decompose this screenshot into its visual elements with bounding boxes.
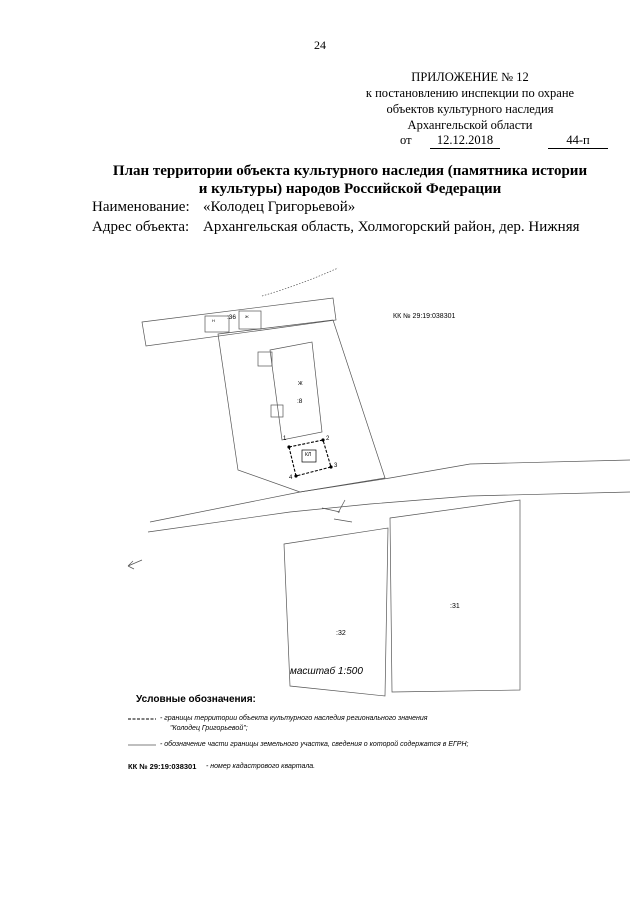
cadastral-quarter-label: КК № 29:19:038301 bbox=[393, 313, 456, 320]
point-4-label: 4 bbox=[289, 475, 293, 481]
point-3-label: 3 bbox=[334, 463, 338, 469]
appendix-from-label: от bbox=[400, 133, 412, 147]
annex-left-1 bbox=[258, 352, 272, 366]
road-lower-edge bbox=[148, 492, 630, 532]
point-3-marker bbox=[329, 465, 332, 468]
appendix-title: ПРИЛОЖЕНИЕ № 12 bbox=[411, 70, 529, 84]
parcel-8-label: :8 bbox=[297, 398, 303, 405]
building-small-1 bbox=[205, 316, 229, 332]
building-small-2 bbox=[239, 311, 261, 329]
point-4-marker bbox=[294, 474, 297, 477]
road-upper-edge bbox=[150, 460, 630, 522]
dotted-arc bbox=[262, 268, 338, 296]
document-title-line-1: План территории объекта культурного наследия (памятника истории bbox=[112, 163, 588, 179]
point-1-label: 1 bbox=[283, 436, 287, 442]
small-building-label-2: Ж bbox=[245, 314, 249, 319]
legend-title: Условные обозначения: bbox=[136, 694, 256, 705]
arrow-left bbox=[128, 560, 142, 569]
parcel-36-label: :36 bbox=[227, 314, 237, 321]
appendix-number: 44-п bbox=[548, 133, 608, 149]
page-number: 24 bbox=[314, 38, 326, 52]
legend-item-3-text: - номер кадастрового квартала. bbox=[206, 763, 316, 770]
parcel-8-boundary bbox=[218, 320, 385, 492]
appendix-line-3: Архангельской области bbox=[407, 118, 533, 132]
legend-item-1-text-2: "Колодец Григорьевой"; bbox=[170, 725, 248, 732]
object-name-label: Наименование: bbox=[92, 199, 190, 215]
small-building-label-1: Н bbox=[212, 318, 215, 323]
parcel-31-label: :31 bbox=[450, 603, 460, 610]
annex-left-2 bbox=[271, 405, 283, 417]
scale-label: масштаб 1:500 bbox=[290, 666, 363, 677]
object-address-value: Архангельская область, Холмогорский район, дер. Нижняя bbox=[203, 219, 580, 235]
well-label: КЛ bbox=[305, 452, 312, 458]
parcel-31-boundary bbox=[390, 500, 520, 692]
parcel-32-label: :32 bbox=[336, 630, 346, 637]
legend-item-1-text: - границы территории объекта культурного наследия регионального значения bbox=[160, 715, 428, 722]
appendix-date: 12.12.2018 bbox=[430, 133, 500, 149]
point-2-label: 2 bbox=[326, 436, 330, 442]
legend-item-3-code: КК № 29:19:038301 bbox=[128, 762, 197, 771]
point-2-marker bbox=[321, 438, 324, 441]
appendix-line-2: объектов культурного наследия bbox=[386, 102, 554, 116]
heritage-territory-boundary bbox=[289, 440, 331, 476]
object-name-value: «Колодец Григорьевой» bbox=[203, 199, 356, 215]
road-arrow-2 bbox=[334, 519, 352, 522]
legend-item-2-text: - обозначение части границы земельного участка, сведения о которой содержатся в ЕГРН; bbox=[160, 741, 469, 748]
building-label: Ж bbox=[298, 381, 303, 387]
main-house bbox=[270, 342, 322, 440]
appendix-line-1: к постановлению инспекции по охране bbox=[365, 86, 575, 100]
point-1-marker bbox=[287, 445, 290, 448]
document-title-line-2: и культуры) народов Российской Федерации bbox=[198, 181, 502, 197]
object-address-label: Адрес объекта: bbox=[92, 219, 190, 235]
road-arrow-1 bbox=[322, 508, 340, 512]
